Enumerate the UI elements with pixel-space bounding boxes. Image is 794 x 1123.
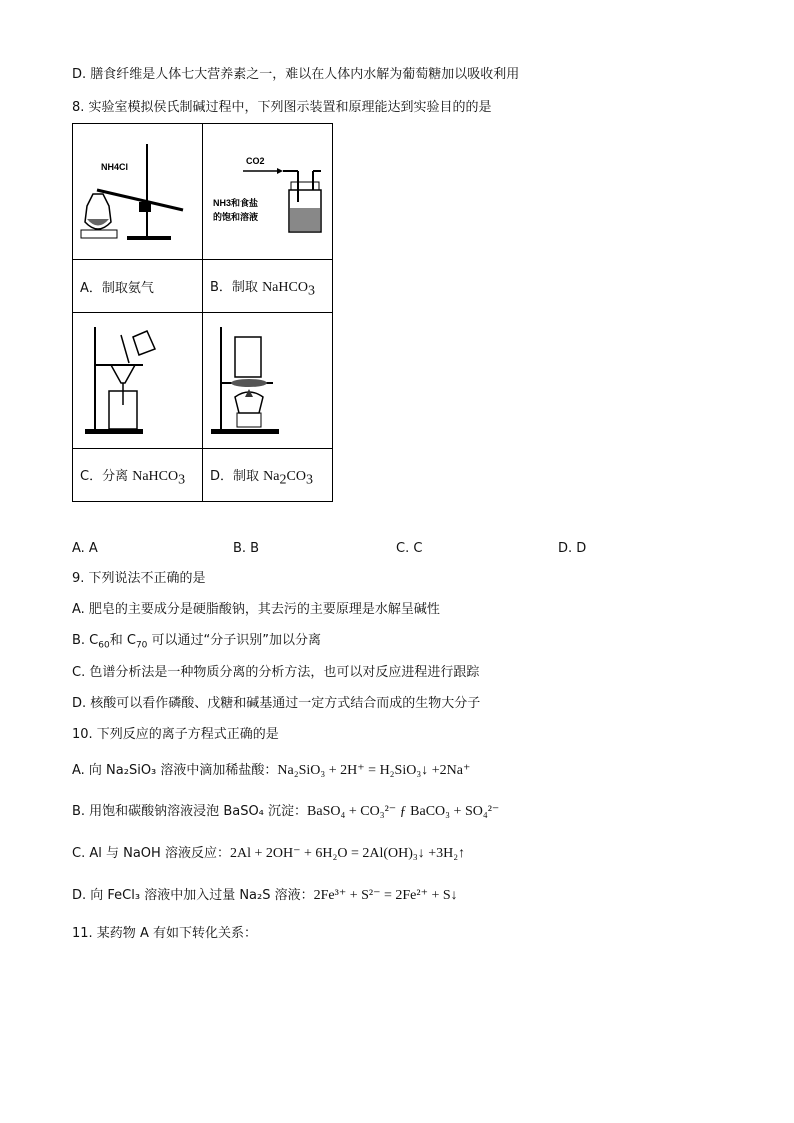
ammonia-apparatus-icon <box>73 124 202 259</box>
fig-b-text2: 的饱和溶液 <box>213 212 259 222</box>
q11-stem: 11. 某药物 A 有如下转化关系： <box>72 926 257 941</box>
q10-stem: 10. 下列反应的离子方程式正确的是 <box>72 727 279 742</box>
q10-option-c: C. Al 与 NaOH 溶液反应：2Al + 2OH⁻ + 6H₂O = 2Al(OH)₃↓ +3H₂↑ <box>72 846 466 861</box>
q9-option-a: A. 肥皂的主要成分是硬脂酸钠，其去污的主要原理是水解呈碱性 <box>72 602 440 617</box>
q7-option-d: D. 膳食纤维是人体七大营养素之一，难以在人体内水解为葡萄糖加以吸收利用 <box>72 67 520 82</box>
option-c-label: C．分离 NaHCO$_3$ <box>73 449 203 502</box>
apparatus-c-figure <box>73 313 203 449</box>
q8-stem: 8. 实验室模拟侯氏制碱过程中，下列图示装置和原理能达到实验目的的是 <box>72 100 492 115</box>
q9-option-c: C. 色谱分析法是一种物质分离的分析方法，也可以对反应进程进行跟踪 <box>72 665 480 680</box>
apparatus-d-figure <box>203 313 333 449</box>
q10-option-d: D. 向 FeCl₃ 溶液中加入过量 Na₂S 溶液：2Fe³⁺ + S²⁻ = 2Fe²⁺ + S↓ <box>72 888 458 903</box>
q9-option-b: B. $C_{60}$和 $C_{70}$ 可以通过“分子识别”加以分离 <box>72 633 321 651</box>
q9-stem: 9. 下列说法不正确的是 <box>72 571 206 586</box>
answer-d[interactable]: D. D <box>558 541 587 556</box>
q10-option-b: B. 用饱和碳酸钠溶液浸泡 BaSO₄ 沉淀：BaSO₄ + CO₃²⁻ ƒ BaCO₃ + SO₄²⁻ <box>72 804 500 819</box>
heating-apparatus-icon <box>203 313 340 448</box>
gas-bottle-icon <box>203 124 340 259</box>
q8-options-table <box>72 123 333 502</box>
q10-option-a: A. 向 Na₂SiO₃ 溶液中滴加稀盐酸：Na₂SiO₃ + 2H⁺ = H₂SiO₃↓ +2Na⁺ <box>72 763 471 778</box>
option-b-label: B．制取 NaHCO$_3$ <box>203 260 333 313</box>
fig-b-gas-label: CO2 <box>246 156 265 166</box>
answer-c[interactable]: C. C <box>396 541 423 556</box>
option-a-label: A．制取氨气 <box>73 260 203 313</box>
answer-b[interactable]: B. B <box>233 541 260 556</box>
answer-a[interactable]: A. A <box>72 541 98 556</box>
filtration-apparatus-icon <box>73 313 202 448</box>
q9-option-d: D. 核酸可以看作磷酸、戊糖和碱基通过一定方式结合而成的生物大分子 <box>72 696 481 711</box>
option-d-label: D．制取 $Na_2CO_3$ <box>203 449 333 502</box>
apparatus-b-figure <box>203 124 333 260</box>
apparatus-a-figure <box>73 124 203 260</box>
fig-a-label: NH4Cl <box>101 162 129 172</box>
fig-b-text1: NH3和食盐 <box>213 198 259 208</box>
